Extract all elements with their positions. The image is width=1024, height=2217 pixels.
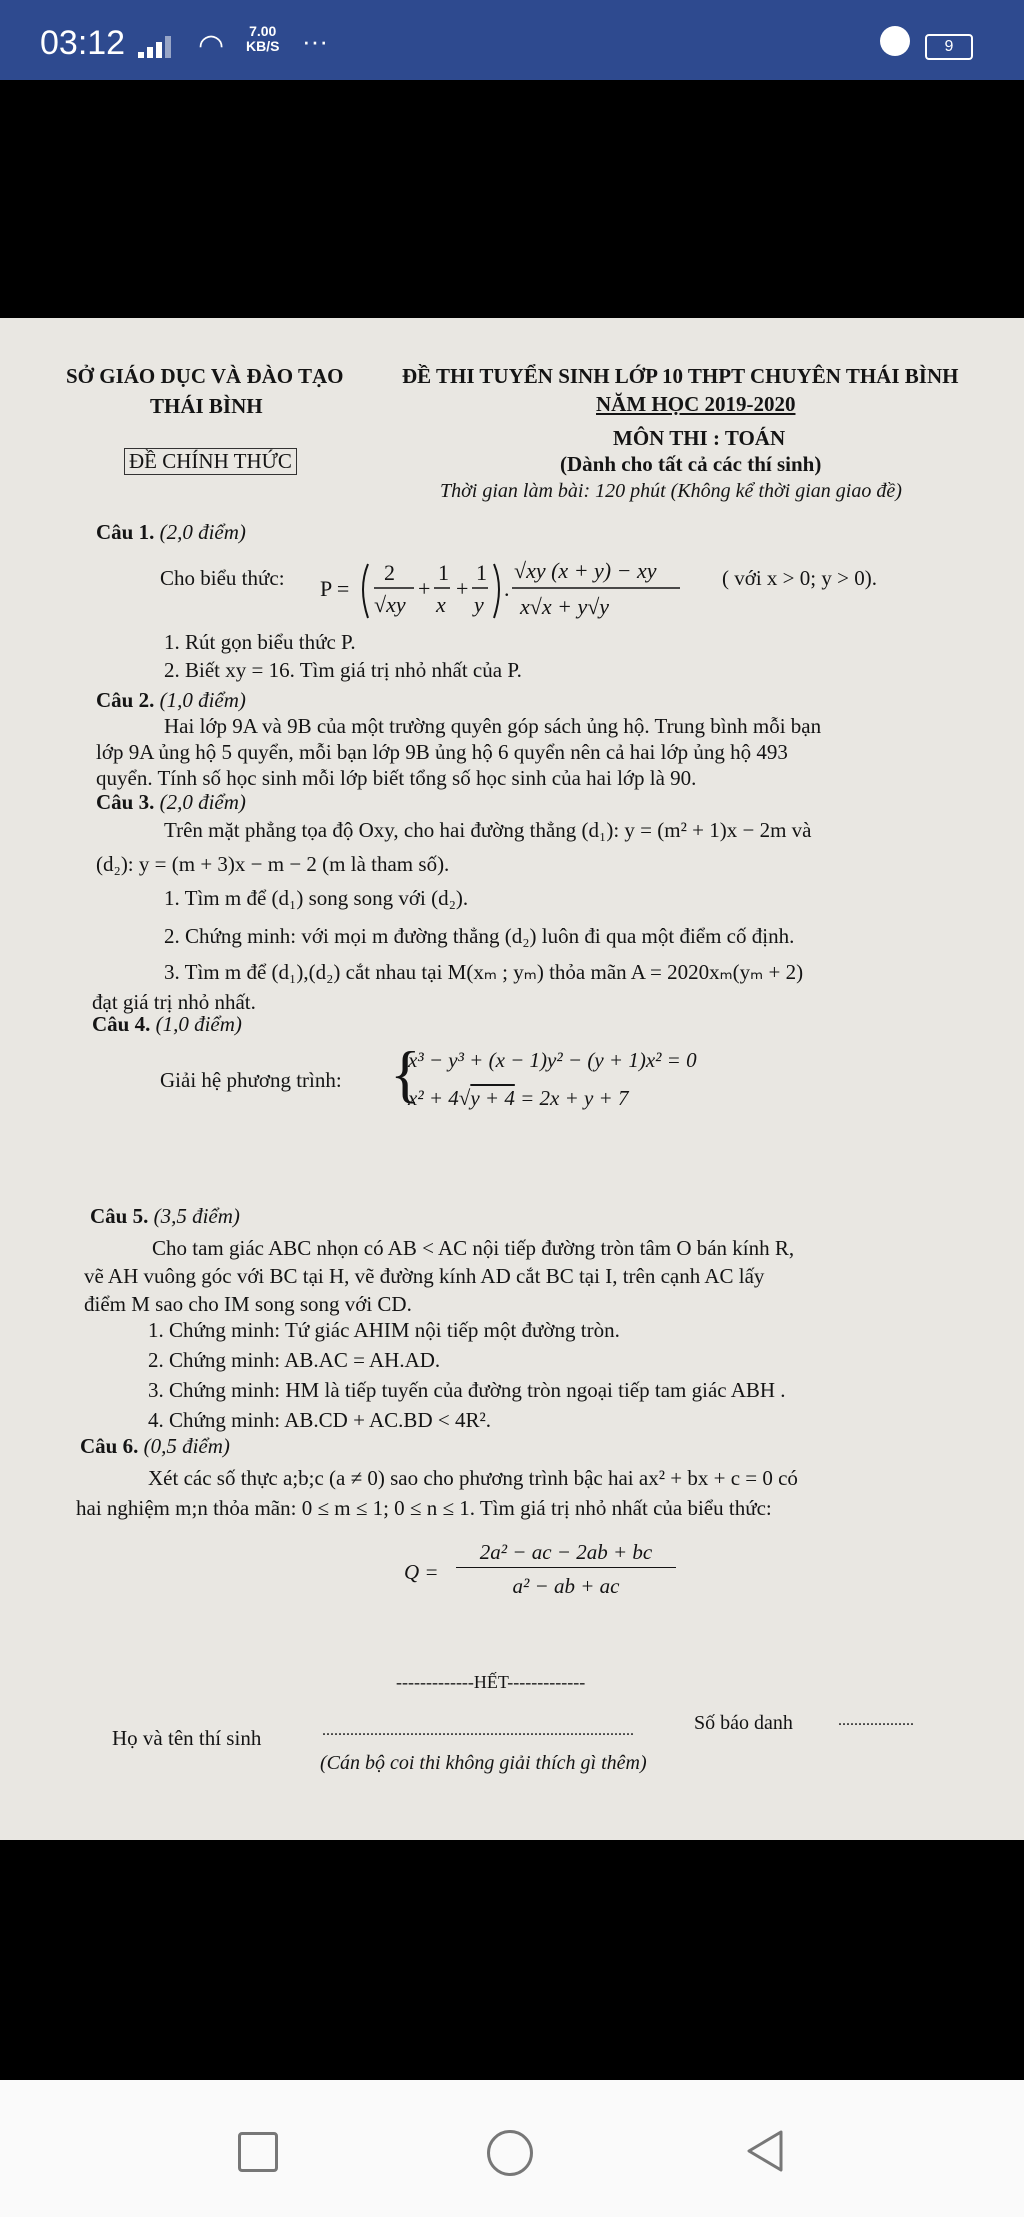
q5-heading: Câu 5. (3,5 điểm) bbox=[90, 1204, 240, 1228]
q1-condition: ( với x > 0; y > 0). bbox=[722, 566, 877, 590]
candidate-name-line: .............................................................................. bbox=[322, 1722, 634, 1739]
svg-text:√xy (x + y) − xy: √xy (x + y) − xy bbox=[514, 558, 657, 583]
wifi-icon: ◠ bbox=[198, 29, 225, 62]
proctor-note: (Cán bộ coi thi không giải thích gì thêm) bbox=[320, 1752, 647, 1774]
end-marker: -------------HẾT------------- bbox=[396, 1672, 586, 1692]
q2-heading: Câu 2. (1,0 điểm) bbox=[96, 688, 246, 712]
q1-item-2: 2. Biết xy = 16. Tìm giá trị nhỏ nhất của P. bbox=[164, 658, 522, 682]
q6-line-2: hai nghiệm m;n thỏa mãn: 0 ≤ m ≤ 1; 0 ≤ n ≤ 1. Tìm giá trị nhỏ nhất của biểu thức: bbox=[76, 1496, 772, 1520]
svg-text:+: + bbox=[456, 576, 469, 601]
q1-expression-label: Cho biểu thức: bbox=[160, 566, 285, 590]
q3-item-3: 3. Tìm m để (d₁),(d₂) cắt nhau tại M(xₘ ; yₘ) thỏa mãn A = 2020xₘ(yₘ + 2) bbox=[164, 960, 804, 984]
q2-line-2: lớp 9A ủng hộ 5 quyển, mỗi bạn lớp 9B ủng hộ 6 quyển nên cả hai lớp ủng hộ 493 bbox=[96, 740, 788, 764]
svg-text:.: . bbox=[504, 576, 510, 601]
back-button[interactable] bbox=[745, 2128, 785, 2174]
subject: MÔN THI : TOÁN bbox=[613, 426, 786, 450]
svg-text:1: 1 bbox=[476, 560, 487, 585]
clock: 03:12 bbox=[40, 24, 126, 62]
time-note: Thời gian làm bài: 120 phút (Không kể thời gian giao đề) bbox=[440, 480, 902, 502]
q5-item-2: 2. Chứng minh: AB.AC = AH.AD. bbox=[148, 1348, 441, 1372]
navigation-bar bbox=[0, 2080, 1024, 2217]
q5-item-4: 4. Chứng minh: AB.CD + AC.BD < 4R². bbox=[148, 1408, 492, 1432]
official-exam-box: ĐỀ CHÍNH THỨC bbox=[124, 448, 297, 475]
svg-text:+: + bbox=[418, 576, 431, 601]
svg-text:√xy: √xy bbox=[374, 592, 406, 617]
candidate-number-label: Số báo danh bbox=[694, 1712, 793, 1734]
alarm-icon bbox=[880, 26, 910, 56]
q1-item-1: 1. Rút gọn biểu thức P. bbox=[164, 630, 356, 654]
audience-note: (Dành cho tất cả các thí sinh) bbox=[560, 452, 822, 476]
candidate-name-label: Họ và tên thí sinh bbox=[112, 1726, 262, 1750]
network-speed: 7.00 KB/S bbox=[246, 23, 280, 54]
svg-text:x√x + y√y: x√x + y√y bbox=[520, 594, 610, 619]
svg-text:x: x bbox=[436, 592, 446, 617]
q1-heading: Câu 1. (2,0 điểm) bbox=[96, 520, 246, 544]
q5-line-2: vẽ AH vuông góc với BC tại H, vẽ đường kính AD cắt BC tại I, trên cạnh AC lấy bbox=[84, 1264, 765, 1288]
q5-line-1: Cho tam giác ABC nhọn có AB < AC nội tiếp đường tròn tâm O bán kính R, bbox=[152, 1236, 795, 1260]
header-province: THÁI BÌNH bbox=[150, 394, 263, 418]
battery-icon: 9 bbox=[925, 34, 973, 60]
q6-heading: Câu 6. (0,5 điểm) bbox=[80, 1434, 230, 1458]
q6-numerator: 2a² − ac − 2ab + bc bbox=[456, 1540, 676, 1568]
signal-icon bbox=[138, 36, 174, 58]
svg-text:y: y bbox=[474, 592, 484, 617]
q1-expression bbox=[320, 544, 720, 630]
school-year: NĂM HỌC 2019-2020 bbox=[596, 392, 796, 416]
home-button[interactable] bbox=[487, 2130, 533, 2176]
svg-text:P =: P = bbox=[320, 576, 350, 601]
more-notifications-icon: ··· bbox=[302, 26, 328, 56]
q4-label: Giải hệ phương trình: bbox=[160, 1068, 342, 1092]
q5-item-1: 1. Chứng minh: Tứ giác AHIM nội tiếp một đường tròn. bbox=[148, 1318, 620, 1342]
q2-line-3: quyển. Tính số học sinh mỗi lớp biết tổng số học sinh của hai lớp là 90. bbox=[96, 766, 697, 790]
q5-line-3: điểm M sao cho IM song song với CD. bbox=[84, 1292, 412, 1316]
recent-apps-button[interactable] bbox=[238, 2132, 278, 2172]
q3-line-end: đạt giá trị nhỏ nhất. bbox=[92, 990, 256, 1014]
svg-text:1: 1 bbox=[438, 560, 449, 585]
status-bar bbox=[0, 0, 1024, 80]
header-department: SỞ GIÁO DỤC VÀ ĐÀO TẠO bbox=[66, 364, 344, 388]
q6-q-label: Q = bbox=[404, 1560, 439, 1584]
svg-text:2: 2 bbox=[384, 560, 395, 585]
q2-line-1: Hai lớp 9A và 9B của một trường quyên góp sách ủng hộ. Trung bình mỗi bạn bbox=[164, 714, 822, 738]
q6-denominator: a² − ab + ac bbox=[512, 1574, 620, 1598]
q3-heading: Câu 3. (2,0 điểm) bbox=[96, 790, 246, 814]
candidate-number-line: ................... bbox=[838, 1712, 914, 1729]
exam-paper bbox=[0, 318, 1024, 1840]
q3-line-2: (d₂): y = (m + 3)x − m − 2 (m là tham số). bbox=[96, 852, 450, 876]
q3-line-1: Trên mặt phẳng tọa độ Oxy, cho hai đường thẳng (d₁): y = (m² + 1)x − 2m và bbox=[164, 818, 812, 842]
q4-equation-1: x³ − y³ + (x − 1)y² − (y + 1)x² = 0 bbox=[408, 1048, 697, 1072]
q3-item-2: 2. Chứng minh: với mọi m đường thẳng (d₂) luôn đi qua một điểm cố định. bbox=[164, 924, 795, 948]
q4-heading: Câu 4. (1,0 điểm) bbox=[92, 1012, 242, 1036]
q3-item-1: 1. Tìm m để (d₁) song song với (d₂). bbox=[164, 886, 469, 910]
q4-brace: { bbox=[390, 1038, 421, 1109]
q5-item-3: 3. Chứng minh: HM là tiếp tuyến của đường tròn ngoại tiếp tam giác ABH . bbox=[148, 1378, 786, 1402]
q4-equation-2: x² + 4√y + 4 = 2x + y + 7 bbox=[408, 1086, 629, 1110]
exam-title: ĐỀ THI TUYỂN SINH LỚP 10 THPT CHUYÊN THÁI BÌNH bbox=[402, 364, 959, 388]
q6-line-1: Xét các số thực a;b;c (a ≠ 0) sao cho phương trình bậc hai ax² + bx + c = 0 có bbox=[148, 1466, 798, 1490]
